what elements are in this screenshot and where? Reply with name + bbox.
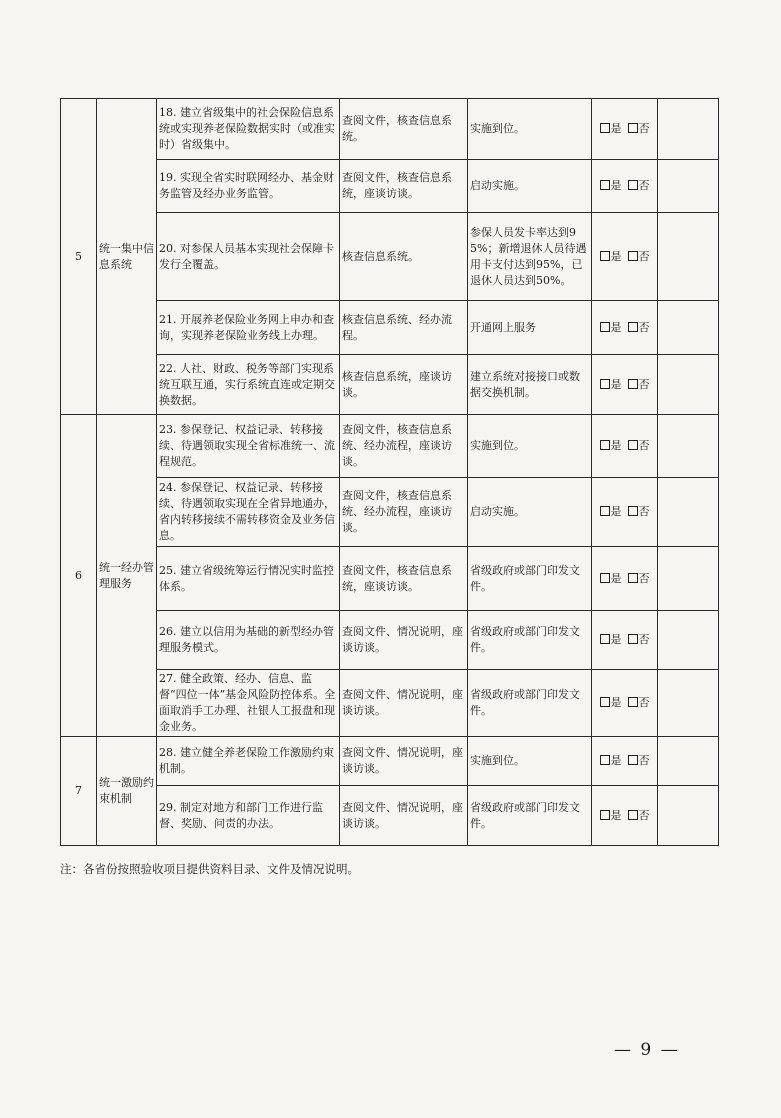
yes-label: 是 xyxy=(610,249,622,263)
standard-cell: 省级政府或部门印发文件。 xyxy=(468,611,592,670)
standard-cell: 实施到位。 xyxy=(468,99,592,160)
yes-option[interactable] xyxy=(600,121,622,137)
checkbox-yes[interactable] xyxy=(600,810,610,820)
no-label: 否 xyxy=(638,179,650,192)
checkbox-yes[interactable] xyxy=(600,322,610,332)
checkbox-no[interactable] xyxy=(628,755,638,765)
method-cell: 核查信息系统、经办流程。 xyxy=(340,301,468,355)
item-cell: 24. 参保登记、权益记录、转移接续、待遇领取实现在全省异地通办，省内转移接续不需转移资金及业务信息。 xyxy=(157,478,340,547)
item-cell: 23. 参保登记、权益记录、转移接续、待遇领取实现全省标准统一、流程规范。 xyxy=(157,415,340,478)
yes-label: 是 xyxy=(610,439,622,452)
remarks-cell xyxy=(658,478,719,547)
no-option[interactable] xyxy=(628,632,650,648)
method-cell: 查阅文件，核查信息系统，座谈访谈。 xyxy=(340,547,468,611)
method-cell: 查阅文件、情况说明，座谈访谈。 xyxy=(340,737,468,786)
remarks-cell xyxy=(658,737,719,786)
remarks-cell xyxy=(658,213,719,301)
item-cell: 26. 建立以信用为基础的新型经办管理服务模式。 xyxy=(157,611,340,670)
no-option[interactable] xyxy=(628,121,650,137)
checkbox-yes[interactable] xyxy=(600,634,610,644)
checkbox-yes[interactable] xyxy=(600,251,610,261)
checkbox-yes[interactable] xyxy=(600,573,610,583)
no-label: 否 xyxy=(638,633,650,646)
checkbox-yes[interactable] xyxy=(600,506,610,516)
checkbox-no[interactable] xyxy=(628,440,638,450)
yes-label: 是 xyxy=(610,808,622,822)
remarks-cell xyxy=(658,415,719,478)
method-cell: 查阅文件，核查信息系统，座谈访谈。 xyxy=(340,160,468,213)
no-option[interactable] xyxy=(628,504,650,520)
remarks-cell xyxy=(658,99,719,160)
table-row xyxy=(61,213,719,301)
checkbox-no[interactable] xyxy=(628,573,638,583)
item-cell: 25. 建立省级统筹运行情况实时监控体系。 xyxy=(157,547,340,611)
result-cell xyxy=(592,478,658,547)
result-cell xyxy=(592,547,658,611)
result-cell xyxy=(592,737,658,786)
no-option[interactable] xyxy=(628,571,650,587)
no-label: 否 xyxy=(638,249,650,263)
no-option[interactable] xyxy=(628,808,650,824)
yes-label: 是 xyxy=(610,633,622,646)
checkbox-no[interactable] xyxy=(628,697,638,707)
standard-cell: 省级政府或部门印发文件。 xyxy=(468,786,592,846)
result-cell xyxy=(592,670,658,737)
yes-label: 是 xyxy=(610,377,622,391)
yes-option[interactable] xyxy=(600,571,622,587)
result-cell xyxy=(592,611,658,670)
yes-option[interactable] xyxy=(600,632,622,648)
standard-cell: 实施到位。 xyxy=(468,415,592,478)
standard-cell: 实施到位。 xyxy=(468,737,592,786)
method-cell: 查阅文件，核查信息系统、经办流程，座谈访谈。 xyxy=(340,415,468,478)
no-label: 否 xyxy=(638,505,650,518)
checkbox-yes[interactable] xyxy=(600,697,610,707)
item-cell: 29. 制定对地方和部门工作进行监督、奖励、问责的办法。 xyxy=(157,786,340,846)
no-label: 否 xyxy=(638,696,650,709)
checkbox-yes[interactable] xyxy=(600,123,610,133)
item-cell: 22. 人社、财政、税务等部门实现系统互联互通，实行系统直连或定期交换数据。 xyxy=(157,355,340,415)
checkbox-no[interactable] xyxy=(628,634,638,644)
no-option[interactable] xyxy=(628,438,650,454)
no-option[interactable] xyxy=(628,320,650,336)
yes-option[interactable] xyxy=(600,377,622,393)
standard-cell: 开通网上服务 xyxy=(468,301,592,355)
remarks-cell xyxy=(658,160,719,213)
remarks-cell xyxy=(658,786,719,846)
standard-cell: 启动实施。 xyxy=(468,478,592,547)
method-cell: 查阅文件，核查信息系统、经办流程，座谈访谈。 xyxy=(340,478,468,547)
checkbox-no[interactable] xyxy=(628,379,638,389)
item-cell: 28. 建立健全养老保险工作激励约束机制。 xyxy=(157,737,340,786)
checkbox-yes[interactable] xyxy=(600,180,610,190)
table-row xyxy=(61,547,719,611)
table-row xyxy=(61,737,719,786)
result-cell xyxy=(592,355,658,415)
item-cell: 27. 健全政策、经办、信息、监督“四位一体”基金风险防控体系。全面取消手工办理、社银人工报盘和现金业务。 xyxy=(157,670,340,737)
standard-cell: 参保人员发卡率达到95%；新增退休人员待遇用卡支付达到95%，已退休人员达到50%。 xyxy=(468,213,592,301)
standard-cell: 建立系统对接接口或数据交换机制。 xyxy=(468,355,592,415)
checkbox-yes[interactable] xyxy=(600,755,610,765)
checkbox-no[interactable] xyxy=(628,506,638,516)
no-option[interactable] xyxy=(628,753,650,769)
table-row xyxy=(61,301,719,355)
yes-option[interactable] xyxy=(600,808,622,824)
footnote: 注：各省份按照验收项目提供资料目录、文件及情况说明。 xyxy=(60,862,359,876)
no-option[interactable] xyxy=(628,249,650,265)
remarks-cell xyxy=(658,670,719,737)
no-label: 否 xyxy=(638,808,650,822)
no-label: 否 xyxy=(638,439,650,452)
method-cell: 查阅文件、情况说明，座谈访谈。 xyxy=(340,670,468,737)
method-cell: 查阅文件，核查信息系统。 xyxy=(340,99,468,160)
checkbox-yes[interactable] xyxy=(600,379,610,389)
standard-cell: 省级政府或部门印发文件。 xyxy=(468,547,592,611)
result-cell xyxy=(592,99,658,160)
checkbox-no[interactable] xyxy=(628,180,638,190)
yes-label: 是 xyxy=(610,754,622,767)
yes-option[interactable] xyxy=(600,695,622,711)
standard-cell: 省级政府或部门印发文件。 xyxy=(468,670,592,737)
method-cell: 核查信息系统，座谈访谈。 xyxy=(340,355,468,415)
remarks-cell xyxy=(658,301,719,355)
item-cell: 19. 实现全省实时联网经办、基金财务监管及经办业务监管。 xyxy=(157,160,340,213)
group-category-cell: 统一经办管理服务 xyxy=(97,415,157,737)
result-cell xyxy=(592,786,658,846)
no-label: 否 xyxy=(638,122,650,135)
acceptance-table xyxy=(60,98,719,846)
item-cell: 18. 建立省级集中的社会保险信息系统或实现养老保险数据实时（或准实时）省级集中。 xyxy=(157,99,340,160)
table-row xyxy=(61,415,719,478)
item-cell: 21. 开展养老保险业务网上申办和查询，实现养老保险业务线上办理。 xyxy=(157,301,340,355)
table-row xyxy=(61,478,719,547)
no-label: 否 xyxy=(638,377,650,391)
group-category-cell: 统一集中信息系统 xyxy=(97,99,157,415)
yes-label: 是 xyxy=(610,179,622,192)
remarks-cell xyxy=(658,355,719,415)
result-cell xyxy=(592,301,658,355)
group-number-cell: 5 xyxy=(61,99,97,415)
checkbox-no[interactable] xyxy=(628,322,638,332)
checkbox-yes[interactable] xyxy=(600,440,610,450)
method-cell: 核查信息系统。 xyxy=(340,213,468,301)
method-cell: 查阅文件、情况说明，座谈访谈。 xyxy=(340,786,468,846)
yes-label: 是 xyxy=(610,320,622,334)
remarks-cell xyxy=(658,547,719,611)
yes-label: 是 xyxy=(610,571,622,585)
no-label: 否 xyxy=(638,754,650,767)
result-cell xyxy=(592,415,658,478)
page-number: — 9 — xyxy=(614,1040,680,1060)
yes-option[interactable] xyxy=(600,178,622,194)
table-row xyxy=(61,355,719,415)
item-cell: 20. 对参保人员基本实现社会保障卡发行全覆盖。 xyxy=(157,213,340,301)
yes-label: 是 xyxy=(610,696,622,709)
table-row xyxy=(61,670,719,737)
no-label: 否 xyxy=(638,571,650,585)
no-option[interactable] xyxy=(628,178,650,194)
table-row xyxy=(61,786,719,846)
result-cell xyxy=(592,160,658,213)
yes-option[interactable] xyxy=(600,249,622,265)
remarks-cell xyxy=(658,611,719,670)
group-number-cell: 6 xyxy=(61,415,97,737)
yes-option[interactable] xyxy=(600,504,622,520)
no-option[interactable] xyxy=(628,377,650,393)
yes-option[interactable] xyxy=(600,320,622,336)
checkbox-no[interactable] xyxy=(628,123,638,133)
table-row xyxy=(61,160,719,213)
group-number-cell: 7 xyxy=(61,737,97,846)
method-cell: 查阅文件、情况说明，座谈访谈。 xyxy=(340,611,468,670)
table-row xyxy=(61,99,719,160)
yes-label: 是 xyxy=(610,122,622,135)
yes-option[interactable] xyxy=(600,438,622,454)
yes-option[interactable] xyxy=(600,753,622,769)
result-cell xyxy=(592,213,658,301)
no-label: 否 xyxy=(638,320,650,334)
checkbox-no[interactable] xyxy=(628,251,638,261)
table-row xyxy=(61,611,719,670)
checkbox-no[interactable] xyxy=(628,810,638,820)
group-category-cell: 统一激励约束机制 xyxy=(97,737,157,846)
yes-label: 是 xyxy=(610,505,622,518)
no-option[interactable] xyxy=(628,695,650,711)
standard-cell: 启动实施。 xyxy=(468,160,592,213)
